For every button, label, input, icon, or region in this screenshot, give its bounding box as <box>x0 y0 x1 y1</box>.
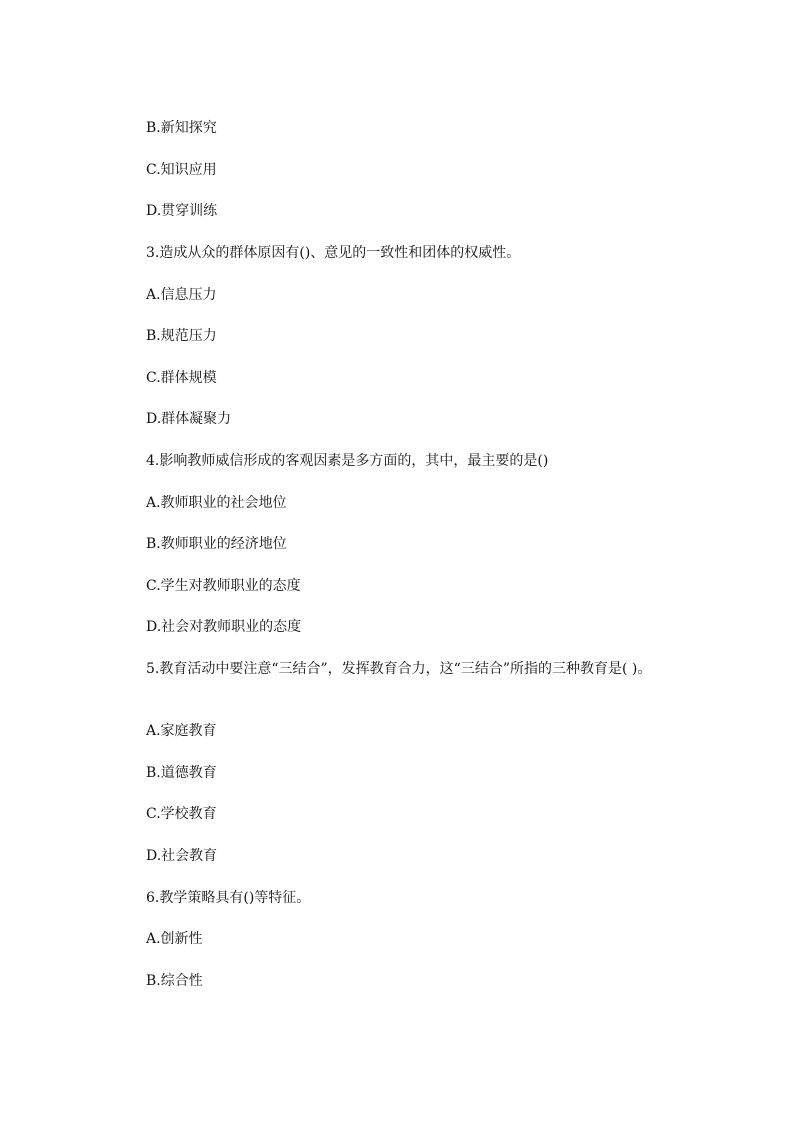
q5-option-b: B.道德教育 <box>146 765 217 781</box>
question-3: 3.造成从众的群体原因有()、意见的一致性和团体的权威性。 <box>146 245 521 261</box>
question-5: 5.教育活动中要注意“三结合”，发挥教育合力，这“三结合”所指的三种教育是( )。 <box>146 661 652 677</box>
q4-option-d: D.社会对教师职业的态度 <box>146 619 302 635</box>
q3-option-a: A.信息压力 <box>146 287 217 303</box>
q5-option-d: D.社会教育 <box>146 848 218 864</box>
option-c-knowledge-application: C.知识应用 <box>146 162 217 178</box>
q4-option-b: B.教师职业的经济地位 <box>146 536 287 552</box>
q4-option-c: C.学生对教师职业的态度 <box>146 578 301 594</box>
question-4: 4.影响教师威信形成的客观因素是多方面的，其中，最主要的是() <box>146 453 549 469</box>
q6-option-b: B.综合性 <box>146 973 203 989</box>
q3-option-d: D.群体凝聚力 <box>146 411 232 427</box>
option-b-new-knowledge: B.新知探究 <box>146 120 217 136</box>
question-6: 6.教学策略具有()等特征。 <box>146 890 311 906</box>
q3-option-c: C.群体规模 <box>146 370 217 386</box>
option-d-through-training: D.贯穿训练 <box>146 203 218 219</box>
q6-option-a: A.创新性 <box>146 931 203 947</box>
q5-option-c: C.学校教育 <box>146 806 217 822</box>
q5-option-a: A.家庭教育 <box>146 723 217 739</box>
q4-option-a: A.教师职业的社会地位 <box>146 495 287 511</box>
q3-option-b: B.规范压力 <box>146 328 217 344</box>
